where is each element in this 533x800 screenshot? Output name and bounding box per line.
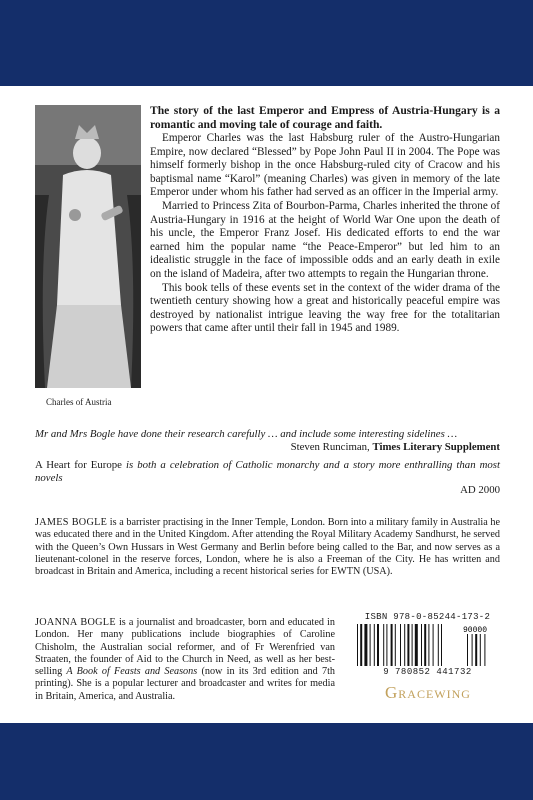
paragraph: This book tells of these events set in the context of the wider drama of the twentieth century showing how a great and historically peaceful empire was destroyed by nationalist intrigue leaving the way free for the totalitarian powers that came after until their fall in 1945 and 1989. bbox=[150, 281, 500, 335]
blurb-text bbox=[150, 104, 500, 336]
reviews bbox=[35, 428, 500, 503]
review-quote: Mr and Mrs Bogle have done their research carefully … and include some interesting sidelines … bbox=[35, 428, 458, 440]
publisher-logo: Gracewing bbox=[385, 683, 471, 702]
addon-number: 90000 bbox=[462, 626, 488, 635]
portrait-photo bbox=[35, 105, 141, 388]
addon-bar bbox=[475, 634, 477, 666]
bio-text: is a journalist and broadcaster, born and educated in London. Her many publications include biographies of Caroline Chisholm, the Australian social reformer, and of Fr Werenfried van Straaten, the founder of Aid to the Church in Need, as well as her best-selling bbox=[35, 617, 335, 678]
paragraph: Married to Princess Zita of Bourbon-Parma, Charles inherited the throne of Austria-Hungary in 1916 at the height of World War One upon the death of his uncle, the Emperor Franz Josef. His dedicated efforts to end the war earned him the popular name “the Peace-Emperor” but led him to an idealistic struggle in the face of impossible odds and an early death in exile on the island of Madeira, after two attempts to regain the Hungarian throne. bbox=[150, 199, 500, 280]
paragraph: Emperor Charles was the last Habsburg ruler of the Austro-Hungarian Empire, now declared “Blessed” by Pope John Paul II in 2004. The Pope was himself formerly bishop in the once Habsburg-ruled city of Cracow and his baptismal name “Karol” (meaning Charles) was given in memory of the late Emperor under whom his father had served as an officer in the Imperial army. bbox=[150, 132, 500, 199]
barcode-bar bbox=[421, 624, 422, 666]
top-color-band bbox=[0, 0, 533, 86]
isbn-label: ISBN 978-0-85244-173-2 bbox=[364, 612, 491, 622]
review-book-title: A Heart for Europe bbox=[35, 459, 122, 472]
barcode bbox=[355, 612, 500, 677]
barcode-bar bbox=[395, 624, 396, 666]
barcode-bar bbox=[364, 624, 367, 666]
review-source bbox=[35, 441, 500, 454]
addon-bar bbox=[480, 634, 481, 666]
barcode-bar bbox=[404, 624, 405, 666]
barcode-bar bbox=[391, 624, 393, 666]
lead-paragraph: The story of the last Emperor and Empress of Austria-Hungary is a romantic and moving tale of courage and faith. bbox=[150, 104, 500, 131]
barcode-bar bbox=[400, 624, 401, 666]
review bbox=[35, 428, 500, 453]
barcode-bar bbox=[412, 624, 413, 666]
barcode-bars bbox=[355, 624, 500, 666]
review bbox=[35, 459, 500, 497]
barcode-bar bbox=[438, 624, 439, 666]
review-quote bbox=[35, 459, 500, 484]
barcode-bar bbox=[424, 624, 426, 666]
addon-bar bbox=[467, 634, 468, 666]
barcode-bar bbox=[357, 624, 358, 666]
barcode-bar bbox=[428, 624, 429, 666]
addon-bar bbox=[484, 634, 485, 666]
barcode-bar bbox=[377, 624, 379, 666]
ean-number: 9 780852 441732 bbox=[383, 667, 472, 677]
addon-bar bbox=[472, 634, 473, 666]
barcode-bar bbox=[360, 624, 362, 666]
barcode-bar bbox=[374, 624, 375, 666]
bottom-color-band bbox=[0, 723, 533, 800]
author-name: JOANNA BOGLE bbox=[35, 617, 116, 628]
bio-text: (now in its 3rd edition and 7th printing). She is a popular lecturer and broadcaster and writes for media in Britain, America, and Australia. bbox=[35, 666, 335, 702]
barcode-bar bbox=[383, 624, 384, 666]
author-name: JAMES BOGLE bbox=[35, 517, 108, 528]
barcode-bar bbox=[415, 624, 418, 666]
barcode-bar bbox=[441, 624, 442, 666]
barcode-bar bbox=[370, 624, 371, 666]
barcode-bar bbox=[386, 624, 387, 666]
photo-caption: Charles of Austria bbox=[46, 397, 112, 407]
review-source bbox=[35, 484, 500, 497]
bio-james bbox=[35, 517, 500, 578]
bio-text: is a barrister practising in the Inner Temple, London. Born into a military family in Australia he was educated there and in the United Kingdom. After attending the Royal Military Academy Sandhurst, he served with the Queen’s Own Hussars in West Germany and Berlin before being called to the Bar, and now serves as a lieutenant-colonel in the reserve forces, London, where he is also a Freeman of the City. He has written and broadcast in Britain and America, including a recent historical series for EWTN (USA). bbox=[35, 517, 500, 578]
review-publication: AD 2000 bbox=[460, 484, 500, 497]
review-publication: Times Literary Supplement bbox=[372, 440, 500, 453]
review-author: Steven Runciman, bbox=[290, 440, 373, 453]
review-quote-text: is both a celebration of Catholic monarchy and a story more enthralling than most novels bbox=[35, 459, 501, 484]
book-title: A Book of Feasts and Seasons bbox=[66, 666, 198, 678]
barcode-bar bbox=[407, 624, 409, 666]
barcode-bar bbox=[433, 624, 434, 666]
bio-joanna bbox=[35, 617, 335, 703]
